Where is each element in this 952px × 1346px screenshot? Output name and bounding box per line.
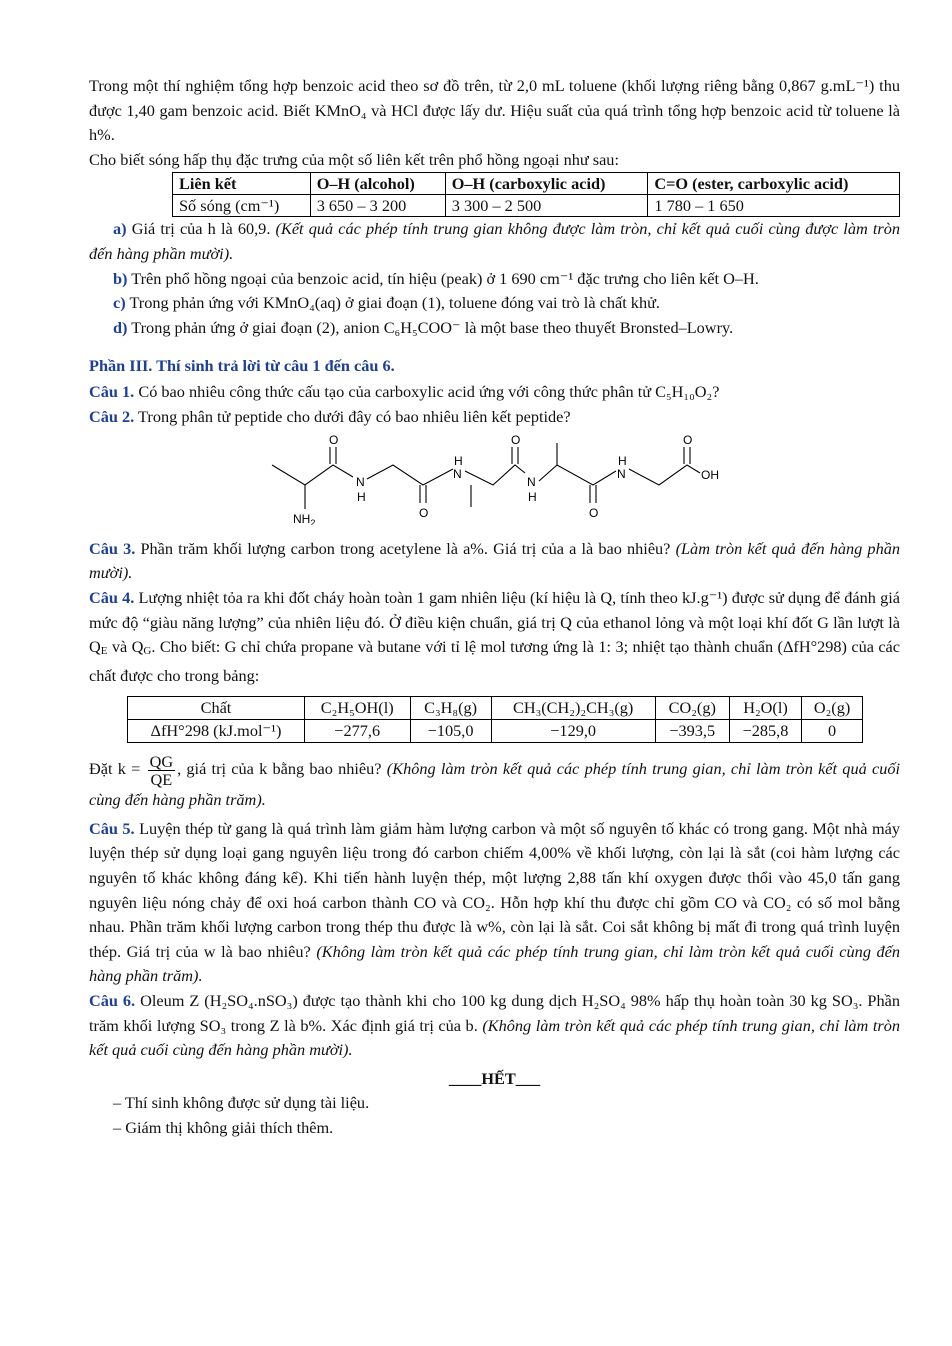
atom-nh2: $NH_2$ — [293, 512, 316, 526]
statement-c — [89, 291, 900, 316]
atom-o: O — [511, 433, 521, 448]
question-note: (Không làm tròn kết quả các phép tính trung gian, chỉ làm tròn kết quả cuối cùng đến hàng phần trăm). — [89, 759, 900, 810]
intro-paragraph: Trong một thí nghiệm tổng hợp benzoic acid theo sơ đồ trên, từ 2,0 mL toluene (khối lượng riêng bằng 0,867 g.mL⁻¹) thu được 1,40 gam benzoic acid. Biết KMnO₄ và HCl được lấy dư. Hiệu suất của quá trình tổng hợp benzoic acid từ toluene là h%. — [89, 76, 900, 145]
statement-a-text: Giá trị của h là 60,9. — [131, 219, 271, 239]
ir-intro: Cho biết sóng hấp thụ đặc trưng của một số liên kết trên phổ hồng ngoại như sau: — [89, 149, 619, 169]
question-4: Câu 4. Lượng nhiệt tỏa ra khi đốt cháy hoàn toàn 1 gam nhiên liệu (kí hiệu là Q, tính theo kJ.g⁻¹) được sử dụng để đánh giá mức độ “giàu năng lượng” của nhiên liệu đó. Ở điều kiện chuẩn, giá trị Q của ethanol lỏng và một loại khí đốt G lần lượt là QE và QG. Cho biết: G chỉ chứa propane và butane với tỉ lệ mol tương ứng là 1: 3; nhiệt tạo thành chuẩn (ΔfH°298) của các chất được cho trong bảng: — [89, 587, 901, 685]
question-label: Câu 5. — [89, 818, 135, 838]
enthalpy-table — [127, 696, 863, 743]
h-header-cell: C₃H₈(g) — [410, 697, 491, 720]
end-note: – Thí sinh không được sử dụng tài liệu. — [113, 1093, 370, 1113]
atom-n: N — [527, 475, 536, 490]
ir-cell: 3 650 – 3 200 — [310, 195, 445, 217]
question-label: Câu 3. — [89, 538, 136, 558]
question-label: Câu 2. — [89, 406, 135, 426]
question-text: Lượng nhiệt tỏa ra khi đốt cháy hoàn toàn 1 gam nhiên liệu (kí hiệu là Q, tính theo kJ.g⁻¹) được sử dụng để đánh giá mức độ “giàu năng lượng” của nhiên liệu đó. Ở điều kiện chuẩn, giá trị Q của ethanol lỏng và một loại khí đốt G lần lượt là Q — [89, 587, 900, 657]
question-note: (Không làm tròn kết quả các phép tính trung gian, chỉ làm tròn kết quả cuối cùng đến hàng phần mười). — [89, 1015, 900, 1060]
atom-o: O — [419, 506, 429, 521]
k-prefix: Đặt k = — [89, 759, 141, 779]
statement-b — [89, 267, 900, 292]
atom-h: H — [357, 490, 366, 505]
question-text: Trong phân tử peptide cho dưới đây có bao nhiêu liên kết peptide? — [138, 406, 571, 426]
h-value-cell: −129,0 — [491, 720, 655, 743]
statement-a — [89, 217, 900, 266]
ir-header-cell: C=O (ester, carboxylic acid) — [648, 173, 900, 195]
statement-d-text: Trong phản ứng ở giai đoạn (2), anion C₆H₅COO⁻ là một base theo thuyết Bronsted–Lowry. — [131, 317, 734, 337]
question-3 — [89, 537, 900, 586]
enthalpy-symbol: ΔfH°298 — [782, 637, 842, 657]
ir-table — [172, 172, 900, 217]
subscript-g: G — [143, 645, 152, 658]
ir-cell: 3 300 – 2 500 — [445, 195, 648, 217]
exam-page — [89, 74, 900, 1141]
h-header-cell: H₂O(l) — [729, 697, 801, 720]
question-4-k — [89, 753, 900, 813]
question-note: (Không làm tròn kết quả các phép tính trung gian, chỉ làm tròn kết quả cuối cùng đến hàng phần trăm). — [89, 941, 900, 986]
question-6 — [89, 989, 900, 1063]
question-text: Có bao nhiêu công thức cấu tạo của carboxylic acid ứng với công thức phân tử C₅H₁₀O₂? — [138, 381, 720, 401]
h-header-cell: Chất — [128, 697, 305, 720]
statement-b-text: Trên phổ hồng ngoại của benzoic acid, tín hiệu (peak) ở 1 690 cm⁻¹ đặc trưng cho liên kết O–H. — [131, 268, 759, 288]
statement-d-label: d) — [113, 317, 128, 337]
atom-o: O — [683, 433, 693, 448]
section-heading: Phần III. Thí sinh trả lời từ câu 1 đến câu 6. — [89, 356, 395, 376]
question-text: Phần trăm khối lượng carbon trong acetylene là a%. Giá trị của a là bao nhiêu? — [140, 538, 671, 558]
h-header-cell: C₂H₅OH(l) — [304, 697, 410, 720]
statement-d — [89, 316, 900, 341]
k-denominator: QE — [150, 770, 173, 790]
atom-oh: OH — [701, 468, 719, 483]
statement-a-label: a) — [113, 219, 127, 239]
question-1 — [89, 380, 900, 405]
atom-n: N — [617, 467, 626, 482]
question-text: , giá trị của k bằng bao nhiêu? — [177, 759, 382, 779]
ir-row-label: Số sóng (cm⁻¹) — [173, 195, 311, 217]
statement-b-label: b) — [113, 268, 128, 288]
h-value-cell: 0 — [802, 720, 863, 743]
atom-o: O — [589, 506, 599, 521]
atom-n: N — [356, 475, 365, 490]
atom-o: O — [329, 433, 339, 448]
ir-header-cell: O–H (carboxylic acid) — [445, 173, 648, 195]
subscript-e: E — [100, 645, 108, 658]
h-header-cell: CH₃(CH₂)₂CH₃(g) — [491, 697, 655, 720]
peptide-structure — [267, 433, 900, 533]
h-header-cell: O₂(g) — [802, 697, 863, 720]
question-5 — [89, 817, 900, 989]
question-note: (Làm tròn kết quả đến hàng phần mười). — [89, 538, 900, 583]
question-label: Câu 1. — [89, 381, 135, 401]
question-label: Câu 4. — [89, 587, 135, 607]
end-note: – Giám thị không giải thích thêm. — [113, 1118, 334, 1137]
h-value-cell: −393,5 — [655, 720, 729, 743]
atom-h: H — [528, 490, 537, 505]
k-fraction — [148, 753, 176, 788]
statement-c-label: c) — [113, 293, 126, 313]
question-text: Oleum Z (H₂SO₄.nSO₃) được tạo thành khi cho 100 kg dung dịch H₂SO₄ 98% hấp thụ hoàn toàn 30 kg SO₃. Phần trăm khối lượng SO₃ trong Z là b%. Xác định giá trị của b. — [89, 991, 900, 1035]
ir-header-cell: O–H (alcohol) — [310, 173, 445, 195]
question-2 — [89, 405, 900, 430]
atom-n: N — [453, 467, 462, 482]
statement-a-note: (Kết quả các phép tính trung gian không được làm tròn, chỉ kết quả cuối cùng được làm tròn đến hàng phần mười). — [89, 219, 900, 263]
k-numerator: QG — [149, 752, 174, 772]
h-value-cell: −277,6 — [304, 720, 410, 743]
ir-cell: 1 780 – 1 650 — [648, 195, 900, 217]
question-text: Luyện thép từ gang là quá trình làm giảm hàm lượng carbon và một số nguyên tố khác có trong gang. Một nhà máy luyện thép sử dụng loại gang nguyên liệu trong đó carbon chiếm 4,00% về khối lượng, còn lại là sắt (coi hàm lượng các nguyên tố khác không đáng kể). Khi tiến hành luyện thép, một lượng 2,88 tấn khí oxygen được thổi vào 45,0 tấn gang nguyên liệu nóng chảy để oxi hoá carbon thành CO và CO₂. Hỗn hợp khí thu được chỉ gồm CO và CO₂ có số mol bằng nhau. Phần trăm khối lượng carbon trong thép thu được là w%, còn lại là sắt. Coi sắt không bị mất đi trong quá trình luyện thép. Giá trị của w là bao nhiêu? — [89, 818, 900, 961]
statement-c-text: Trong phản ứng với KMnO₄(aq) ở giai đoạn (1), toluene đóng vai trò là chất khử. — [129, 293, 660, 313]
h-row-label: ΔfH°298 (kJ.mol⁻¹) — [128, 720, 305, 743]
h-value-cell: −105,0 — [410, 720, 491, 743]
ir-header-cell: Liên kết — [173, 173, 311, 195]
peptide-skeletal-formula — [267, 433, 737, 525]
end-marker: ____HẾT___ — [448, 1068, 541, 1088]
h-value-cell: −285,8 — [729, 720, 801, 743]
question-label: Câu 6. — [89, 991, 136, 1011]
atom-h: H — [454, 454, 463, 469]
atom-h: H — [618, 454, 627, 469]
h-header-cell: CO₂(g) — [655, 697, 729, 720]
